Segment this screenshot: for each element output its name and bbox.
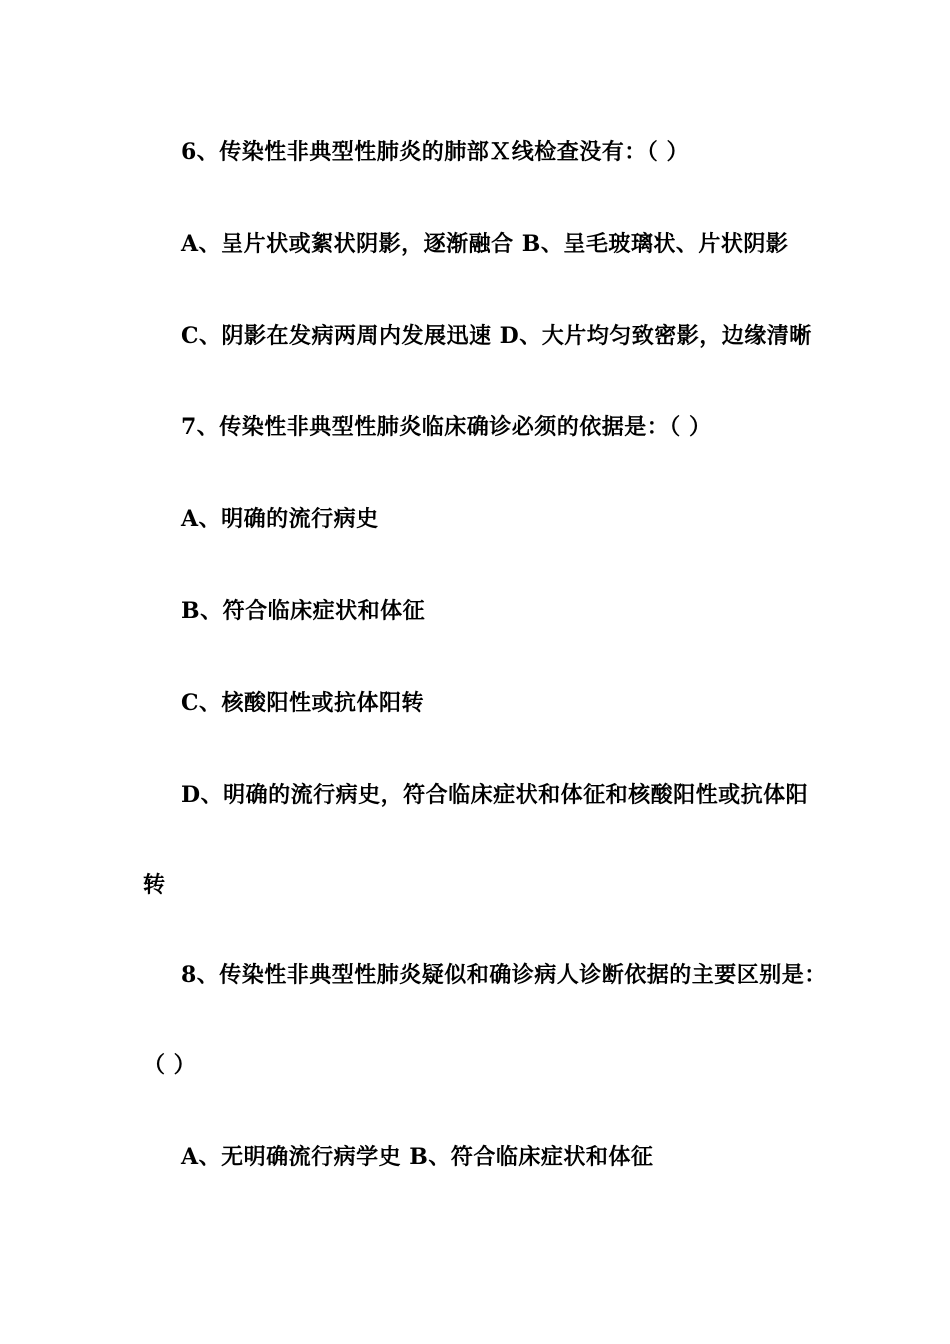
question-7-option-a: A、明确的流行病史	[181, 506, 379, 532]
question-6-options-ab: A、呈片状或絮状阴影，逐渐融合 B、呈毛玻璃状、片状阴影	[181, 231, 789, 257]
question-7-option-c: C、核酸阳性或抗体阳转	[181, 690, 425, 716]
question-6-options-cd: C、阴影在发病两周内发展迅速 D、大片均匀致密影，边缘清晰	[181, 323, 812, 349]
question-7-option-d-continuation: 转	[143, 872, 166, 898]
question-8-options-ab: A、无明确流行病学史 B、符合临床症状和体征	[181, 1144, 654, 1170]
question-7-stem: 7、传染性非典型性肺炎临床确诊必须的依据是：（ ）	[181, 414, 712, 440]
question-7-option-b: B、符合临床症状和体征	[181, 598, 426, 624]
question-8-stem-continuation: （ ）	[143, 1052, 197, 1078]
question-7-option-d: D、明确的流行病史，符合临床症状和体征和核酸阳性或抗体阳	[181, 782, 809, 808]
question-6-stem: 6、传染性非典型性肺炎的肺部Ｘ线检查没有：（ ）	[181, 139, 689, 165]
question-8-stem: 8、传染性非典型性肺炎疑似和确诊病人诊断依据的主要区别是：	[181, 962, 827, 988]
